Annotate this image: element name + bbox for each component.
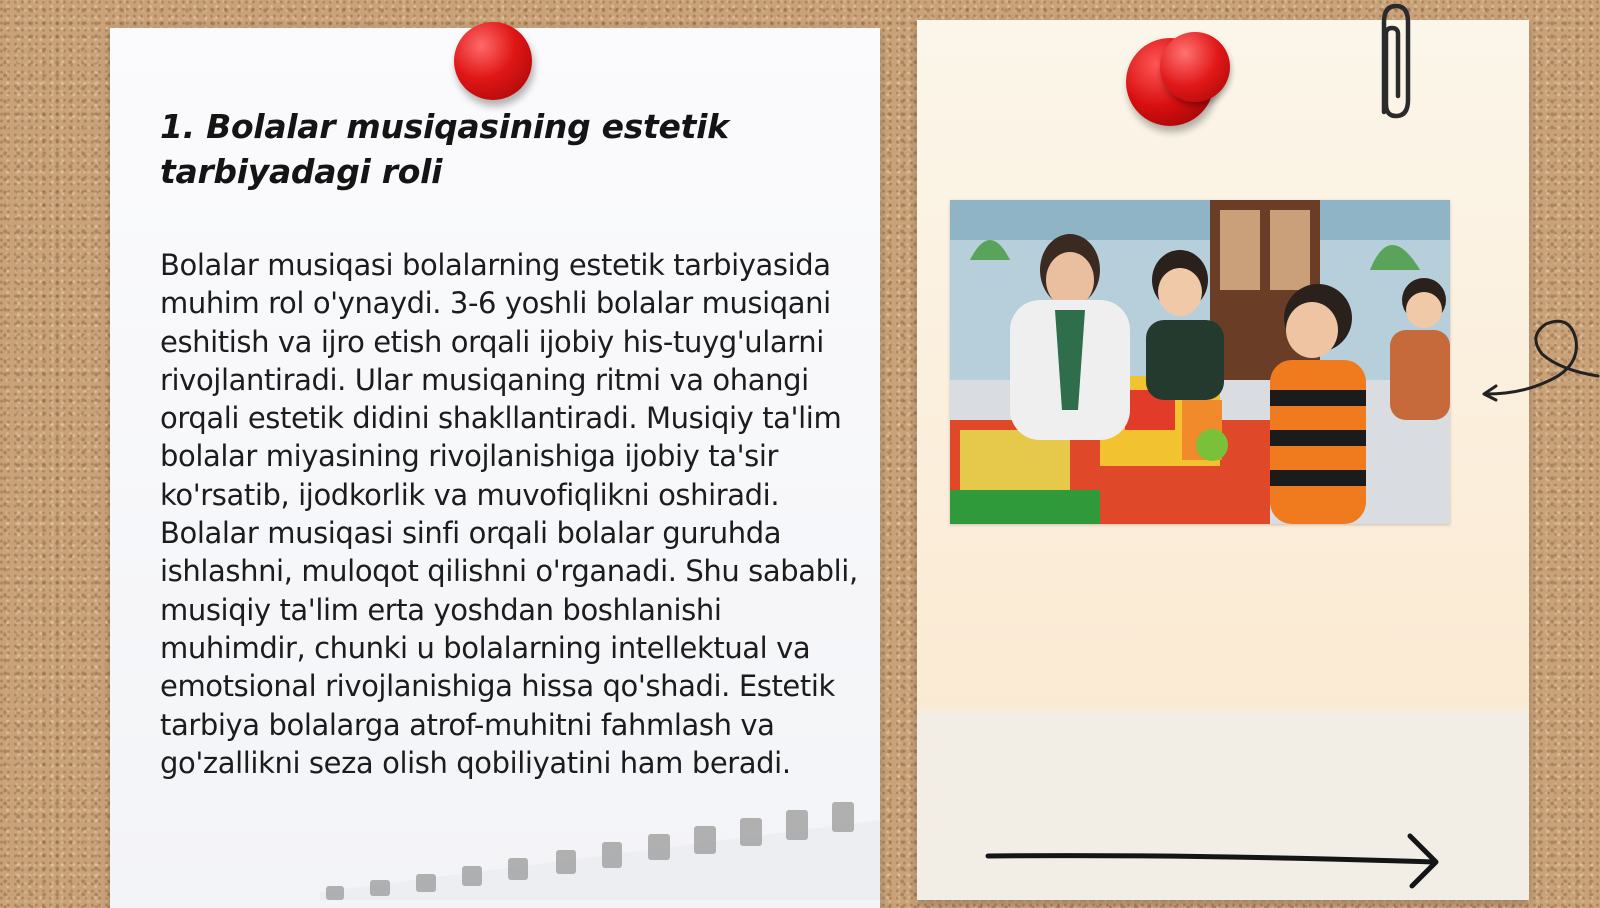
slide-body-text: Bolalar musiqasi bolalarning estetik tarbiyasida muhim rol o'ynaydi. 3-6 yoshli bolalar musiqani eshitish va ijro etish orqali ijobiy his-tuyg'ularni rivojlantiradi. Ular musiqaning ritmi va ohangi orqali estetik didini shakllantiradi. Musiqiy ta'lim bolalar miyasining rivojlanishiga ijobiy ta'sir ko'rsatib, ijodkorlik va muvofiqlikni oshiradi. Bolalar musiqasi sinfi orqali bolalar guruhda ishlashni, muloqot qilishni o'rganadi. Shu sababli, musiqiy ta'lim erta yoshdan boshlanishi muhimdir, chunki u bolalarning intellektual va emotsional rivojlanishiga hissa qo'shadi. Estetik tarbiya bolalarga atrof-muhitni fahmlash va go'zallikni seza olish qobiliyatini ham beradi. <box>160 248 858 780</box>
paperclip-icon <box>1374 0 1418 124</box>
hand-drawn-loop-arrow-icon <box>1480 310 1600 410</box>
arrow-right-icon <box>984 830 1448 890</box>
classroom-photo <box>950 200 1450 524</box>
red-push-pin-icon <box>1160 32 1230 102</box>
slide-title: 1. Bolalar musiqasining estetik tarbiyadagi roli <box>160 107 729 191</box>
torn-paper-edge <box>320 800 880 900</box>
red-push-pin-icon <box>454 22 532 100</box>
